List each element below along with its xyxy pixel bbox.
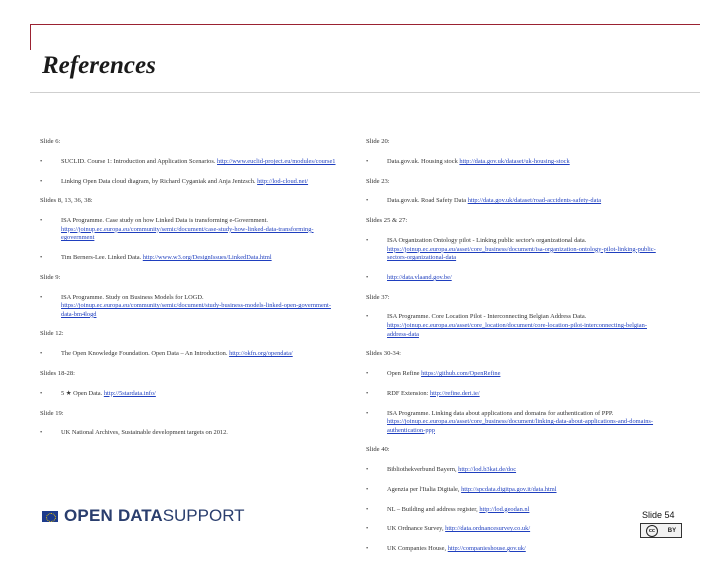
reference-text: ISA Programme. Linking data about applications and domains for authentication of PPP. — [387, 409, 614, 417]
reference-link[interactable]: http://www.w3.org/DesignIssues/LinkedData.html — [142, 253, 272, 261]
reference-text-container — [387, 313, 656, 339]
reference-text-container — [61, 178, 340, 187]
bullet-icon: • — [366, 157, 369, 165]
reference-entry — [366, 237, 656, 263]
reference-text: ISA Organization Ontology pilot - Linking public sector's organizational data. — [387, 236, 587, 244]
reference-text: The Open Knowledge Foundation. Open Data – An Introduction. — [61, 350, 230, 358]
top-accent-horizontal — [30, 24, 700, 25]
bullet-icon: • — [40, 217, 43, 225]
reference-link[interactable]: http://lod.geodan.nl — [479, 505, 530, 513]
bullet-icon: • — [366, 197, 369, 205]
top-accent-vertical — [30, 24, 31, 50]
reference-text: Data.gov.uk. Housing stock — [387, 157, 460, 165]
reference-link[interactable]: http://refine.deri.ie/ — [429, 389, 480, 397]
reference-entry — [40, 217, 340, 243]
reference-text: Linking Open Data cloud diagram, by Richard Cyganiak and Anja Jentzsch. — [61, 177, 258, 185]
slide-reference-heading: Slide 12: — [40, 330, 64, 338]
reference-text-container — [387, 506, 656, 515]
bullet-icon: • — [40, 177, 43, 185]
reference-link[interactable]: https://joinup.ec.europa.eu/asset/core_location/document/core-location-pilot-interconnecting-belgian-address-data — [387, 322, 647, 338]
reference-link[interactable]: http://5stardata.info/ — [103, 389, 156, 397]
reference-text-container — [387, 545, 656, 554]
reference-text: Tim Berners-Lee. Linked Data. — [61, 253, 143, 261]
reference-entry — [366, 486, 656, 495]
reference-text-container — [387, 390, 656, 399]
logo-word-open: OPEN — [64, 506, 113, 525]
reference-entry — [40, 350, 340, 359]
creative-commons-badge[interactable] — [640, 523, 682, 538]
slide-reference-heading: Slides 8, 13, 36, 38: — [40, 197, 93, 205]
page-title: References — [42, 52, 156, 79]
reference-link[interactable]: http://data.vlaand.gov.be/ — [387, 273, 452, 281]
reference-entry — [366, 370, 656, 379]
reference-entry — [366, 274, 656, 283]
reference-entry — [40, 294, 340, 320]
reference-entry — [366, 158, 656, 167]
reference-text: UK Ordnance Survey, — [387, 525, 446, 533]
reference-entry — [40, 158, 340, 167]
logo-word-data: DATA — [117, 506, 163, 525]
reference-entry — [40, 254, 340, 263]
reference-link[interactable]: http://okfn.org/opendata/ — [229, 350, 293, 358]
bullet-icon: • — [40, 293, 43, 301]
reference-link[interactable]: http://www.euclid-project.eu/modules/course1 — [217, 157, 336, 165]
reference-text-container — [61, 429, 340, 438]
reference-text-container — [61, 294, 340, 320]
bullet-icon: • — [366, 236, 369, 244]
by-icon: BY — [667, 527, 677, 534]
slide-reference-heading: Slides 18-28: — [40, 369, 75, 377]
slide-reference-heading: Slide 9: — [40, 273, 61, 281]
reference-text-container — [61, 254, 340, 263]
reference-entry — [40, 390, 340, 399]
bullet-icon: • — [40, 253, 43, 261]
reference-text-container — [387, 274, 656, 283]
cc-icon: cc — [646, 525, 658, 537]
reference-entry — [40, 178, 340, 187]
reference-text: UK Companies House, — [387, 544, 448, 552]
reference-text: ISA Programme. Core Location Pilot - Interconnecting Belgian Address Data. — [387, 313, 587, 321]
reference-entry — [366, 506, 656, 515]
reference-text-container — [61, 390, 340, 399]
bullet-icon: • — [366, 313, 369, 321]
reference-text: Open Refine — [387, 370, 422, 378]
slide-reference-heading: Slide 37: — [366, 293, 390, 301]
slide-reference-heading: Slide 20: — [366, 138, 390, 145]
bullet-icon: • — [366, 370, 369, 378]
references-left-column — [40, 138, 340, 449]
reference-entry — [40, 429, 340, 438]
reference-text: Agenzia per l'Italia Digitale, — [387, 485, 462, 493]
slide-reference-heading: Slide 6: — [40, 138, 61, 145]
bullet-icon: • — [366, 525, 369, 533]
title-divider — [30, 92, 700, 93]
reference-entry — [366, 197, 656, 206]
reference-link[interactable]: http://data.gov.uk/dataset/road-accidents-safety-data — [467, 197, 602, 205]
bullet-icon: • — [366, 389, 369, 397]
reference-link[interactable]: http://data.gov.uk/dataset/uk-housing-stock — [459, 157, 570, 165]
reference-text-container — [387, 370, 656, 379]
slide-reference-heading: Slide 19: — [40, 409, 64, 417]
reference-entry — [366, 466, 656, 475]
slide-reference-heading: Slide 40: — [366, 446, 390, 454]
reference-text-container — [387, 466, 656, 475]
bullet-icon: • — [40, 429, 43, 437]
reference-link[interactable]: http://spcdata.digitpa.gov.it/data.html — [461, 485, 557, 493]
reference-entry — [366, 525, 656, 534]
reference-text-container — [387, 197, 656, 206]
bullet-icon: • — [366, 273, 369, 281]
reference-text-container — [61, 350, 340, 359]
bullet-icon: • — [366, 466, 369, 474]
reference-link[interactable]: https://github.com/OpenRefine — [421, 370, 501, 378]
eu-flag-icon — [42, 511, 58, 522]
slide-reference-heading: Slides 30-34: — [366, 350, 401, 358]
reference-link[interactable]: http://companieshouse.gov.uk/ — [447, 544, 526, 552]
bullet-icon: • — [366, 505, 369, 513]
reference-link[interactable]: http://data.ordnancesurvey.co.uk/ — [445, 525, 531, 533]
bullet-icon: • — [366, 544, 369, 552]
bullet-icon: • — [366, 485, 369, 493]
reference-text-container — [387, 158, 656, 167]
reference-link[interactable]: http://lod-cloud.net/ — [257, 177, 309, 185]
reference-text: ISA Programme. Case study on how Linked Data is transforming e-Government. — [61, 217, 268, 225]
reference-entry — [366, 545, 656, 554]
reference-text: ISA Programme. Study on Business Models for LOGD. — [61, 293, 204, 301]
reference-text: RDF Extension: — [387, 389, 430, 397]
logo-word-support: SUPPORT — [162, 506, 245, 525]
reference-link[interactable]: http://lod.b3kat.de/doc — [458, 466, 517, 474]
reference-text: Bibliothekverbund Bayern, — [387, 466, 459, 474]
slide-reference-heading: Slides 25 & 27: — [366, 217, 408, 225]
references-right-column — [366, 138, 656, 565]
reference-text: UK National Archives, Sustainable development targets on 2012. — [61, 429, 228, 437]
reference-entry — [366, 410, 656, 436]
bullet-icon: • — [40, 389, 43, 397]
reference-text-container — [61, 158, 340, 167]
reference-text: 5 ★ Open Data. — [61, 389, 104, 397]
bullet-icon: • — [40, 350, 43, 358]
reference-text-container — [387, 410, 656, 436]
bullet-icon: • — [40, 157, 43, 165]
reference-entry — [366, 390, 656, 399]
reference-text: NL – Building and address register, — [387, 505, 480, 513]
reference-text-container — [387, 237, 656, 263]
slide-reference-heading: Slide 23: — [366, 177, 390, 185]
reference-text-container — [387, 486, 656, 495]
reference-text: SUCLID. Course 1: Introduction and Application Scenarios. — [61, 157, 218, 165]
reference-text-container — [61, 217, 340, 243]
bullet-icon: • — [366, 409, 369, 417]
reference-link[interactable]: https://joinup.ec.europa.eu/community/semic/document/study-business-models-linked-open-government-data-bm4logd — [61, 302, 331, 318]
open-data-support-logo — [42, 506, 245, 526]
reference-entry — [366, 313, 656, 339]
reference-link[interactable]: https://joinup.ec.europa.eu/asset/core_business/document/isa-organization-ontology-pilot-linking-public-sectors-organizational-data — [387, 245, 656, 262]
slide-number: Slide 54 — [642, 510, 675, 520]
reference-text-container — [387, 525, 656, 534]
reference-text: Data.gov.uk. Road Safety Data — [387, 197, 468, 205]
reference-link[interactable]: https://joinup.ec.europa.eu/asset/core_business/document/linking-data-about-applications-and-domains-authentication-ppp — [387, 418, 654, 434]
reference-link[interactable]: https://joinup.ec.europa.eu/community/semic/document/case-study-how-linked-data-transforming-egovernment — [61, 225, 314, 242]
